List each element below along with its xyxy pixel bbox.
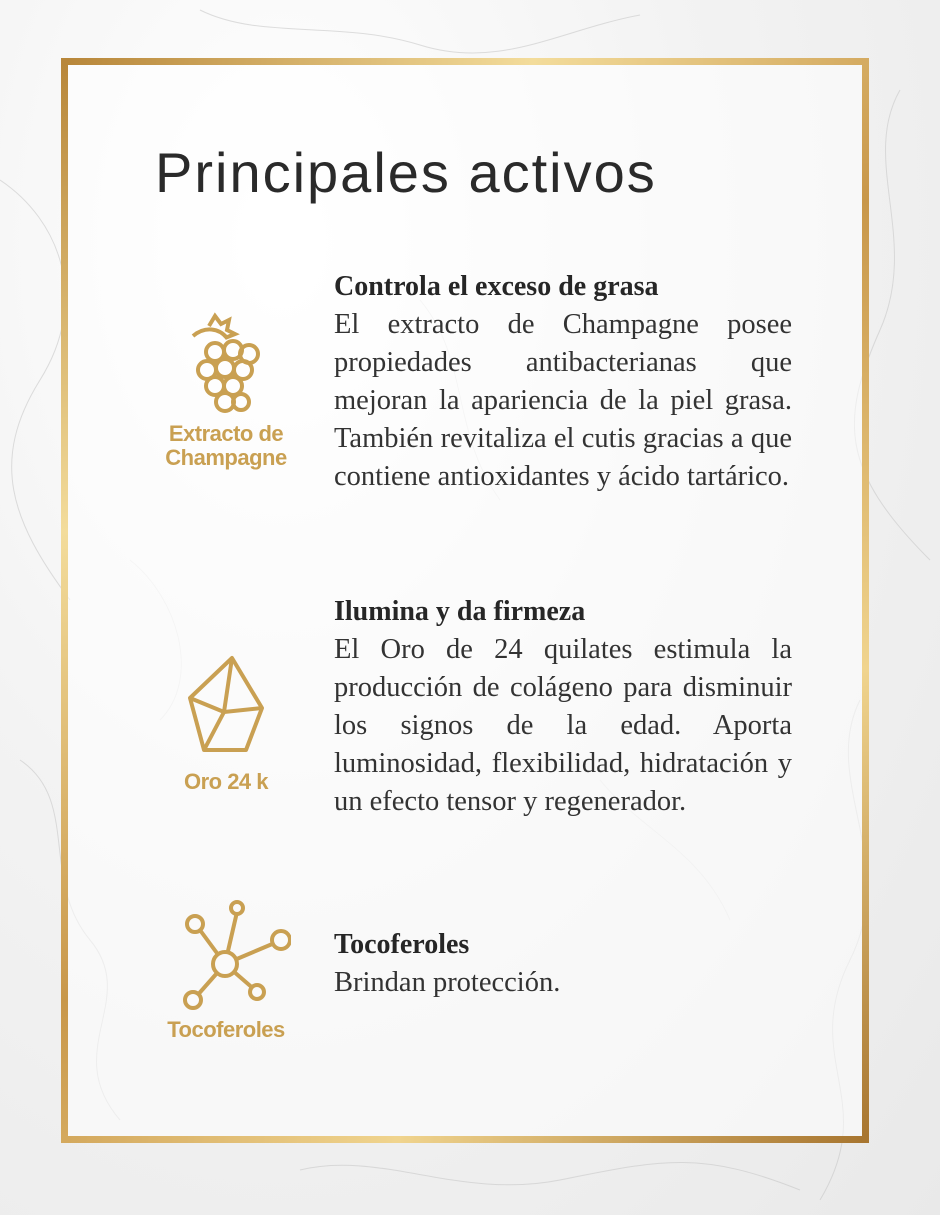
icon-label-tocoferoles: Tocoferoles (167, 1017, 285, 1042)
section-gold (334, 593, 792, 821)
section-text: El extracto de Champagne posee propiedades antibacterianas que mejoran la apariencia de la piel grasa. También revitaliza el cutis gracias a que contiene antioxidantes y ácido tartárico. (334, 309, 792, 492)
page-title: Principales activos (155, 141, 657, 204)
molecule-icon (161, 898, 291, 1016)
section-text: Brindan protección. (334, 967, 561, 998)
icon-label-champagne: Extracto de Champagne (165, 421, 287, 470)
section-heading: Tocoferoles (334, 929, 470, 960)
section-tocoferoles (334, 926, 792, 1002)
section-heading: Ilumina y da firmeza (334, 596, 586, 627)
section-text: El Oro de 24 quilates estimula la producción de colágeno para disminuir los signos de la edad. Aporta luminosidad, flexibilidad, hidratación y un efecto tensor y regenerador. (334, 634, 792, 817)
section-heading: Controla el exceso de grasa (334, 271, 659, 302)
grape-icon (181, 312, 271, 422)
gold-icon-block (148, 650, 304, 794)
icon-label-gold: Oro 24 k (183, 769, 269, 794)
tocopherol-icon-block (148, 898, 304, 1042)
section-champagne (334, 268, 792, 496)
champagne-icon-block (148, 312, 304, 470)
gold-crystal-icon (176, 650, 276, 760)
